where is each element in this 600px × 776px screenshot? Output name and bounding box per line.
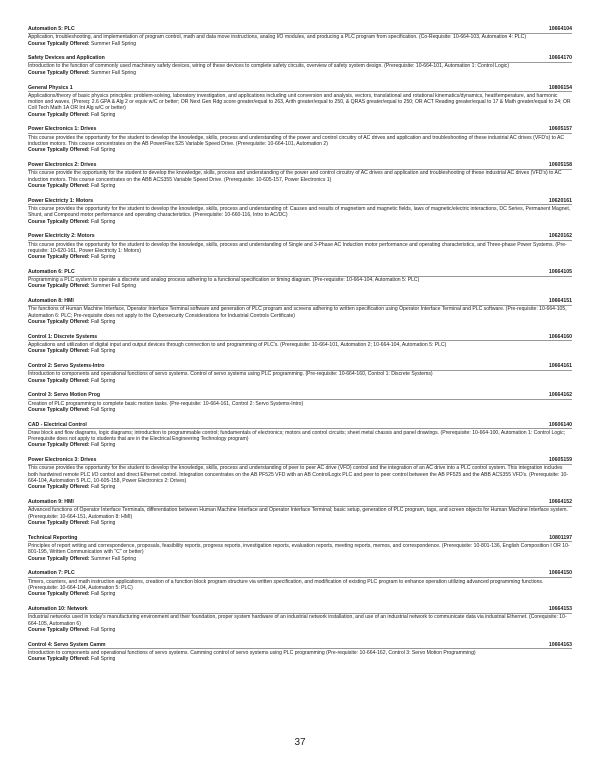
course-offered-semesters: Fall Spring [91, 254, 116, 261]
course-offered [28, 254, 572, 260]
course-offered-label: Course Typically Offered: [28, 69, 92, 76]
course-entry [28, 233, 572, 260]
course-offered-label: Course Typically Offered: [28, 111, 92, 118]
course-title: Control 4: Servo System Camm [28, 641, 106, 648]
course-offered-label: Course Typically Offered: [28, 520, 92, 527]
course-number: 10664152 [548, 499, 572, 506]
course-header [28, 642, 572, 649]
course-list [28, 26, 572, 671]
course-number: 10664162 [548, 392, 572, 399]
course-header [28, 499, 572, 506]
course-offered-label: Course Typically Offered: [28, 348, 92, 355]
course-title: Automation 10: Network [28, 605, 88, 612]
course-offered [28, 378, 572, 384]
course-offered-semesters: Summer Fall Spring [91, 40, 137, 47]
course-offered-label: Course Typically Offered: [28, 147, 92, 154]
course-title: Power Electronics 3: Drives [28, 457, 97, 464]
course-description: Introduction to the function of commonly used machinery safety devices, wiring of these devices to complete safety circuits, overview of safety system design. (Prerequisite: 10-664-101, Automation 1: Control Logic) [28, 62, 572, 70]
course-offered-semesters: Fall Spring [91, 348, 116, 355]
course-number: 10620162 [548, 233, 572, 240]
course-entry [28, 85, 572, 119]
course-offered [28, 147, 572, 153]
course-entry [28, 535, 572, 562]
course-offered-semesters: Fall Spring [91, 656, 116, 663]
course-header [28, 85, 572, 92]
course-number: 10664150 [548, 570, 572, 577]
course-header [28, 422, 572, 429]
course-title: Control 3: Servo Motion Prog [28, 392, 101, 399]
course-description: Application, troubleshooting, and implementation of program control, math and data move instructions, analog I/O modules, and producing a PLC program from specification. (Co-Requisite: 10-664-103, Automation 4: PLC) [28, 33, 572, 41]
course-offered [28, 348, 572, 354]
course-description: This course provides the opportunity for the student to develop the knowledge, skills, process and understanding of peer to peer AC drive (VFD) control and the integration of an AC drive into a PLC control system. This integration includes both hardwired remote PLC I/O control and direct Ethernet control. Integration concentrates on the AB PF525 VFD with an AB ControlLogix PLC and peer to peer control between the AB PF525 and the ABB ACS355 VFD's. (Prerequisite: 10-664-104, Automation 5 PLC, 10-605-158, Power Electronics 2: Drives) [28, 464, 572, 485]
course-offered-semesters: Summer Fall Spring [91, 69, 137, 76]
course-offered-semesters: Fall Spring [91, 111, 116, 118]
course-entry [28, 363, 572, 384]
course-number: 10605158 [548, 162, 572, 169]
course-offered [28, 319, 572, 325]
course-offered-semesters: Summer Fall Spring [91, 555, 137, 562]
course-title: Safety Devices and Application [28, 55, 105, 62]
course-number: 10605157 [548, 126, 572, 133]
course-entry [28, 422, 572, 449]
course-offered-semesters: Fall Spring [91, 218, 116, 225]
course-entry [28, 606, 572, 633]
course-entry [28, 126, 572, 153]
course-header [28, 55, 572, 62]
course-offered-label: Course Typically Offered: [28, 555, 92, 562]
course-offered [28, 112, 572, 118]
course-offered-label: Course Typically Offered: [28, 283, 92, 290]
course-title: General Physics 1 [28, 84, 73, 91]
course-offered-semesters: Fall Spring [91, 442, 116, 449]
course-title: Automation 7: PLC [28, 570, 75, 577]
course-header [28, 334, 572, 341]
course-title: Automation 9: HMI [28, 499, 74, 506]
course-offered [28, 41, 572, 47]
course-offered-label: Course Typically Offered: [28, 484, 92, 491]
course-number: 10664163 [548, 641, 572, 648]
course-number: 10664105 [548, 268, 572, 275]
course-title: Power Electronics 1: Drives [28, 126, 97, 133]
course-offered-label: Course Typically Offered: [28, 182, 92, 189]
course-offered-label: Course Typically Offered: [28, 406, 92, 413]
course-header [28, 126, 572, 133]
course-description: Draw block and flow diagrams, logic diagrams; introduction to programmable control; fundamentals of electronics; motors and control circuits; sheet metal chassis and panel drawings. (Prerequisite: 10-664-100, Automation 1: Control Logic; Prerequisite does not apply to students that are in the Electrical Engineering Technology program) [28, 428, 572, 442]
course-number: 10801197 [549, 534, 572, 541]
course-header [28, 269, 572, 276]
course-offered [28, 283, 572, 289]
course-offered [28, 484, 572, 490]
course-entry [28, 26, 572, 47]
course-number: 10605159 [548, 457, 572, 464]
course-entry [28, 392, 572, 413]
course-title: Automation 5: PLC [28, 26, 75, 32]
course-description: This course provide the opportunity for the student to develop the knowledge, skills, process and understanding of the power and control circuitry of AC drives and application and troubleshooting of these industrial AC drives (VFD's) to AC induction motors. This course concentrates on the ABB ACS355 Variable Speed Drive. (Prerequisite: 10-605-157, Power Electronics 1) [28, 169, 572, 183]
course-number: 10806154 [548, 84, 572, 91]
course-offered-semesters: Summer Fall Spring [91, 283, 137, 290]
course-offered-semesters: Fall Spring [91, 626, 116, 633]
course-number: 10664153 [548, 605, 572, 612]
course-entry [28, 642, 572, 663]
course-header [28, 606, 572, 613]
course-description: Advanced functions of Operator Interface Terminals, differentiation between Human Machine Interface and Operator Interface Terminal; basic setup, generation of PLC program, tags, and screen objects for Human Machine Interface system. (Prerequisite: 10-664-151, Automation 8: HMI) [28, 506, 572, 520]
course-offered-label: Course Typically Offered: [28, 442, 92, 449]
course-entry [28, 570, 572, 597]
course-description: This course provides the opportunity for the student to develop the knowledge, skills, process and understanding of Single and 3-Phase AC Induction motor performance and operating characteristics, and Three-phase Power Systems. (Pre-requisite: 10-620-161, Power Electricity 1: Motors) [28, 240, 572, 254]
course-offered-label: Course Typically Offered: [28, 377, 92, 384]
course-offered [28, 219, 572, 225]
course-entry [28, 55, 572, 76]
course-offered-semesters: Fall Spring [91, 484, 116, 491]
course-header [28, 26, 572, 33]
page-number: 37 [294, 737, 306, 748]
course-description: Applications/theory of basic physics principles: problem-solving, laboratory investigation, and applications including unit conversion and analysis, vectors, translational and rotational kinematics/dynamics, heat/temperature, and harmonic motion and waves. (Prereq: 2.6 GPA & Alg 2 or equiv w/C or better; OR Next Gen Rdg score greater/equal to 263, Arith greater/equal to 250, & QRAS greater/equal to 250; OR ACT Reading greater/equal to 17 & Math greater/equal to 24; OR Coll Tech Math 1A OR Int Alg w/C or better) [28, 92, 571, 112]
course-offered-label: Course Typically Offered: [28, 40, 92, 47]
course-entry [28, 499, 572, 526]
course-title: Automation 8: HMI [28, 298, 74, 305]
course-offered [28, 442, 572, 448]
course-header [28, 570, 572, 577]
course-offered-semesters: Fall Spring [91, 520, 116, 527]
course-entry [28, 162, 572, 189]
course-title: Automation 6: PLC [28, 268, 75, 275]
course-offered-semesters: Fall Spring [91, 406, 116, 413]
course-title: Control 2: Servo Systems-Intro [28, 363, 105, 370]
course-entry [28, 269, 572, 290]
course-title: Power Electricty 1: Motors [28, 197, 94, 204]
course-offered-semesters: Fall Spring [91, 182, 116, 189]
course-number: 10664151 [548, 298, 572, 305]
course-offered [28, 183, 572, 189]
course-offered-semesters: Fall Spring [91, 377, 116, 384]
course-offered [28, 407, 572, 413]
course-offered-semesters: Fall Spring [91, 591, 116, 598]
course-description: Creation of PLC programming to complete basic motion tasks. (Pre-requisite: 10-664-161, Control 2: Servo Systems-Intro) [28, 399, 572, 407]
course-offered-label: Course Typically Offered: [28, 319, 92, 326]
course-description: The functions of Human Machine Interface, Operator Interface Terminal software and generation of PLC program and screens adhering to written specification using Operator Interface Terminal and PLC software. (Pre-requisite: 10-664-105, Automation 6: PLC; Pre-requisite does not apply to the Cybersecurity Considerations for Industrial Controls Certificate) [28, 305, 572, 319]
course-entry [28, 457, 572, 491]
course-header [28, 198, 572, 205]
course-offered [28, 70, 572, 76]
course-title: CAD - Electrical Control [28, 421, 87, 428]
course-number: 10664160 [548, 333, 572, 340]
course-header [28, 233, 572, 240]
course-offered-label: Course Typically Offered: [28, 218, 92, 225]
course-description: Principles of report writing and correspondence, proposals, feasibility reports, progress reports, investigation reports, evaluation reports, meeting reports, memos, and correspondence. (Prerequisite: 10-801-136, English Composition I OR 10-801-195, Written Communication with "C" or better) [28, 541, 572, 555]
course-offered-label: Course Typically Offered: [28, 656, 92, 663]
course-entry [28, 198, 572, 225]
course-description: Industrial networks used in today's manufacturing environment and their foundation, proper system hardware of an industrial network installation, and use of an industrial network to communicate data via industrial Ethernet. (Corequisite: 10-664-105, Automation 6) [28, 613, 572, 627]
course-offered-semesters: Fall Spring [91, 147, 116, 154]
course-description: This course provides the opportunity for the student to develop the knowledge, skills, process and understanding of the power and control circuitry of AC drives and application and troubleshooting of these industrial AC drives (VFD's) to AC induction motors. This course concentrates on the AB PowerFlex 525 Variable Speed Drive. (Prerequisite: 10-664-101, Automation 2) [28, 133, 572, 147]
course-number: 10620161 [548, 197, 572, 204]
course-offered-label: Course Typically Offered: [28, 591, 92, 598]
course-offered-label: Course Typically Offered: [28, 254, 92, 261]
course-description: This course provides the opportunity for the student to develop the knowledge, skills, process and understanding of: Causes and results of magnetism and magnetic fields, laws of magnetic/electric interactions, DC Series, Permanent Magnet, Shunt, and Compound motor performance and operating characteristics. (Prerequisite: 10-660-116, Intro to AC/DC) [28, 205, 571, 219]
course-number: 10664170 [548, 55, 572, 62]
course-description: Introduction to components and operational functions of servo systems. Camming control of servo systems using PLC programming (Pre-requisite: 10-664-162, Control 3: Servo Motion Programming) [28, 648, 572, 656]
course-offered-semesters: Fall Spring [91, 319, 116, 326]
course-offered [28, 556, 572, 562]
course-entry [28, 298, 572, 325]
course-offered [28, 627, 572, 633]
course-header [28, 457, 572, 464]
course-title: Technical Reporting [28, 534, 78, 541]
course-offered-label: Course Typically Offered: [28, 626, 92, 633]
course-header [28, 298, 572, 305]
course-description: Timers, counters, and math instruction applications, creation of a function block program structure via written specification, and modification of existing PLC program to enhance operation utilizing advanced programming functions. (Prerequisite: 10-664-104, Automation 5: PLC) [28, 577, 572, 591]
course-number: 10664161 [548, 363, 572, 370]
course-entry [28, 334, 572, 355]
course-description: Introduction to components and operational functions of servo systems. Control of servo systems using PLC programming. (Pre-requisite: 10-664-160, Control 1: Discrete Systems) [28, 370, 572, 378]
course-header [28, 392, 572, 399]
course-header [28, 162, 572, 169]
course-number: 10664104 [548, 26, 572, 32]
course-offered [28, 656, 572, 662]
course-description: Applications and utilization of digital input and output devices through connection to and programming of PLC's. (Prerequisite: 10-664-101, Automation 2; 10-664-104, Automation 5: PLC) [28, 340, 572, 348]
course-title: Control 1: Discrete Systems [28, 333, 98, 340]
course-description: Programming a PLC system to operate a discrete and analog process adhering to a functional specification or timing diagram. (Pre-requisite: 10-664-104, Automation 5: PLC) [28, 276, 572, 284]
course-number: 10606140 [548, 421, 572, 428]
course-offered [28, 520, 572, 526]
course-header [28, 535, 572, 542]
course-title: Power Electronics 2: Drives [28, 162, 97, 169]
course-header [28, 363, 572, 370]
course-title: Power Electricity 2: Motors [28, 233, 95, 240]
course-offered [28, 591, 572, 597]
